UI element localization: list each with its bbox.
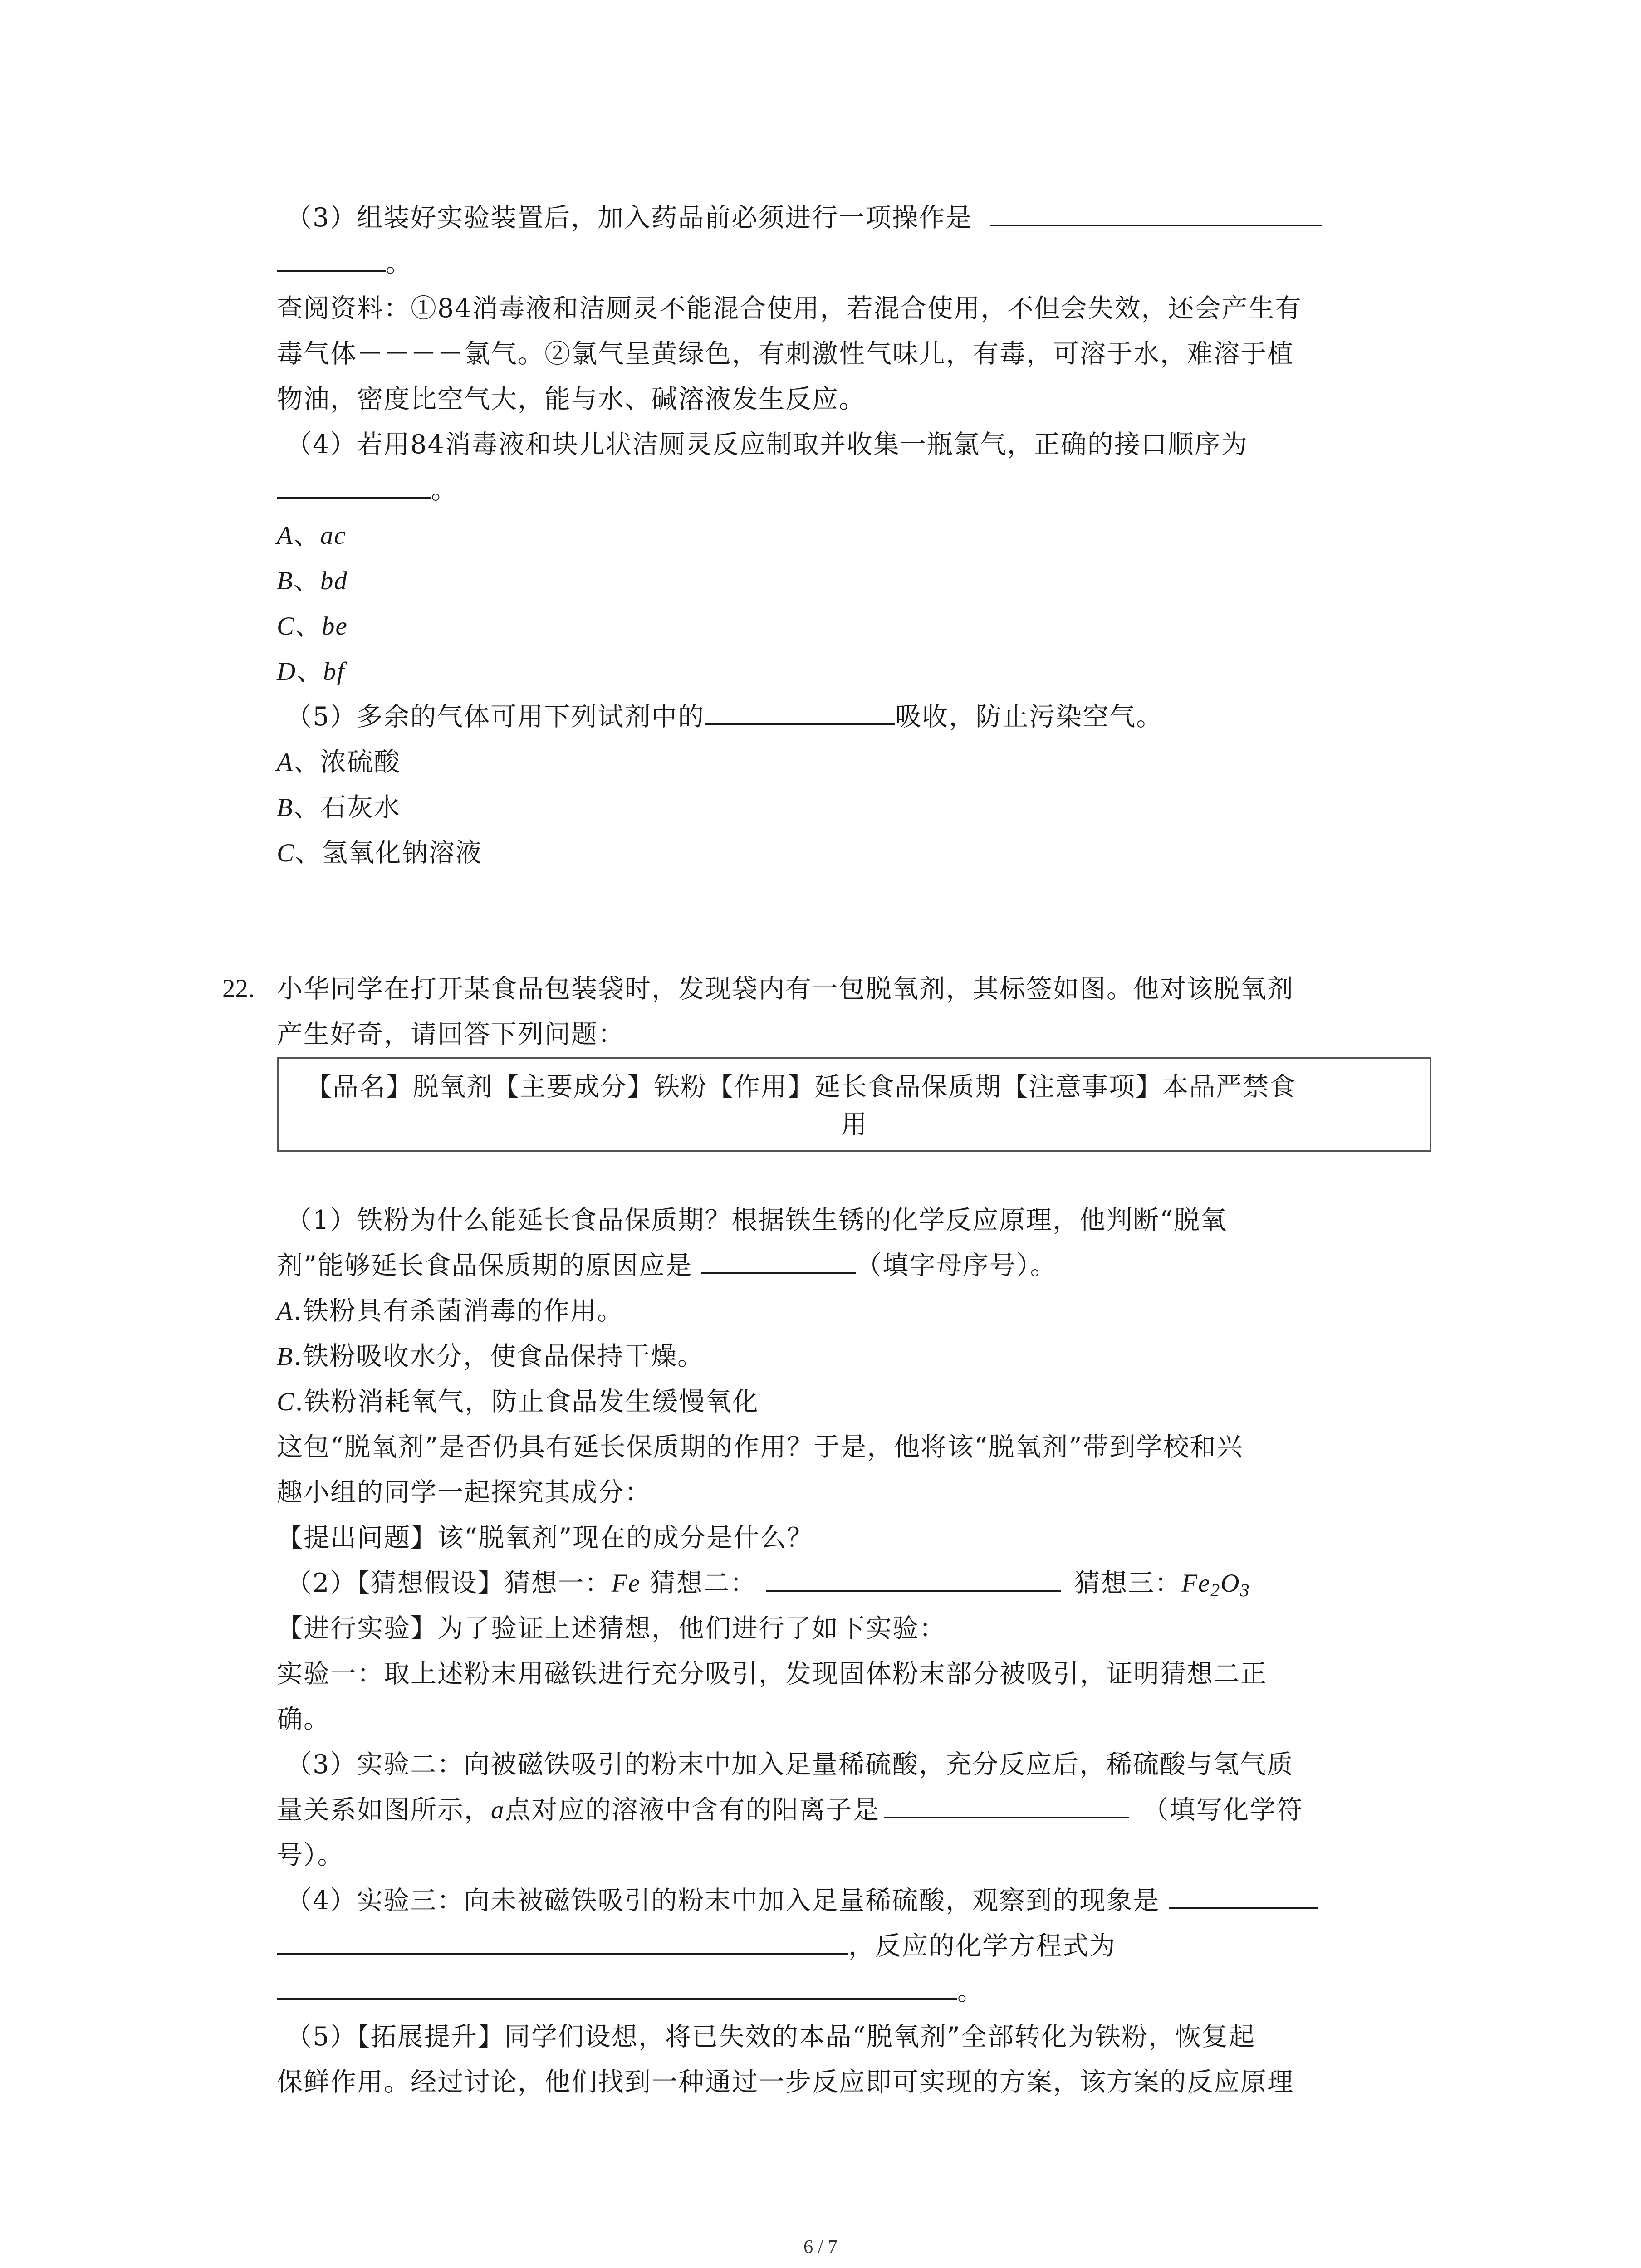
answer-blank[interactable]	[277, 1925, 848, 1955]
q21-part4: （4）若用84消毒液和块儿状洁厕灵反应制取并收集一瓶氯气，正确的接口顺序为	[286, 430, 1248, 459]
q22-exp1-line-1: 实验一：取上述粉末用磁铁进行充分吸引，发现固体粉末部分被吸引，证明猜想二正	[277, 1659, 1267, 1689]
q22-part5-line-2: 保鲜作用。经过讨论，他们找到一种通过一步反应即可实现的方案，该方案的反应原理	[277, 2067, 1294, 2097]
q21-part4-cont: 。	[277, 467, 458, 513]
q22-part3-line-1: （3）实验二：向被磁铁吸引的粉末中加入足量稀硫酸，充分反应后，稀硫酸与氢气质	[286, 1750, 1294, 1779]
answer-blank[interactable]	[766, 1562, 1061, 1592]
answer-blank[interactable]	[990, 196, 1322, 226]
q22-ask-line-1: 这包“脱氧剂”是否仍具有延长保质期的作用？于是，他将该“脱氧剂”带到学校和兴	[277, 1432, 1244, 1462]
q22-exp-intro: 【进行实验】为了验证上述猜想，他们进行了如下实验：	[277, 1613, 946, 1643]
option-d[interactable]: D、bf	[277, 656, 345, 686]
q21-part5: （5）多余的气体可用下列试剂中的 吸收，防止污染空气。	[286, 694, 1163, 739]
q22-part1-line-2: 剂”能够延长食品保质期的原因应是 （填字母序号）。	[277, 1243, 1057, 1288]
page-number: 6 / 7	[803, 2237, 838, 2258]
formula-fe2o3: $Fe_2O_3$	[1181, 1569, 1250, 1600]
option-b[interactable]: B、bd	[277, 566, 348, 596]
q22-part4-line-1: （4）实验三：向未被磁铁吸引的粉末中加入足量稀硫酸，观察到的现象是	[286, 1878, 1318, 1923]
q22-question: 【提出问题】该“脱氧剂”现在的成分是什么？	[277, 1523, 814, 1553]
answer-blank[interactable]	[884, 1789, 1129, 1818]
answer-blank[interactable]	[705, 695, 895, 725]
q22-part5-line-1: （5）【拓展提升】同学们设想，将已失效的本品“脱氧剂”全部转化为铁粉，恢复起	[286, 2022, 1256, 2052]
q22-part4-line-3: 。	[277, 1969, 984, 2014]
option-c[interactable]: C、氢氧化钠溶液	[277, 838, 483, 868]
option-c[interactable]: C.铁粉消耗氧气，防止食品发生缓慢氧化	[277, 1387, 759, 1417]
product-label-text: 【品名】脱氧剂【主要成分】铁粉【作用】延长食品保质期【注意事项】本品严禁食	[306, 1072, 1296, 1102]
answer-blank[interactable]	[277, 1970, 957, 2000]
option-c[interactable]: C、be	[277, 611, 348, 641]
answer-blank[interactable]	[1169, 1879, 1318, 1909]
option-a[interactable]: A、ac	[277, 520, 347, 550]
answer-blank[interactable]	[277, 242, 386, 272]
question-number: 22.	[222, 974, 255, 1003]
option-b[interactable]: B.铁粉吸收水分，使食品保持干燥。	[277, 1341, 704, 1371]
q22-part3-line-2: 量关系如图所示，a点对应的溶液中含有的阳离子是 （填写化学符	[277, 1787, 1303, 1833]
q21-part3: （3）组装好实验装置后，加入药品前必须进行一项操作是	[286, 195, 1322, 240]
q22-part2: （2）【猜想假设】猜想一：Fe 猜想二： 猜想三：$Fe_2O_3$	[286, 1560, 1250, 1613]
q22-part1-line-1: （1）铁粉为什么能延长食品保质期？根据铁生锈的化学反应原理，他判断“脱氧	[286, 1205, 1228, 1235]
product-label-box	[277, 1057, 1431, 1152]
q22-part3-line-3: 号）。	[277, 1840, 344, 1870]
option-a[interactable]: A.铁粉具有杀菌消毒的作用。	[277, 1296, 624, 1326]
product-label-text-cont: 用	[841, 1110, 867, 1139]
option-b[interactable]: B、石灰水	[277, 792, 401, 822]
q22-intro-line-2: 产生好奇，请回答下列问题：	[277, 1019, 625, 1049]
option-a[interactable]: A、浓硫酸	[277, 747, 401, 777]
q22-part4-line-2: ，反应的化学方程式为	[277, 1923, 1116, 1969]
q22-intro-line-1: 小华同学在打开某食品包装袋时，发现袋内有一包脱氧剂，其标签如图。他对该脱氧剂	[277, 974, 1294, 1004]
reference-line-2: 毒气体－－－－氯气。②氯气呈黄绿色，有刺激性气味儿，有毒，可溶于水，难溶于植	[277, 339, 1294, 369]
answer-blank[interactable]	[277, 469, 431, 499]
reference-line-3: 物油，密度比空气大，能与水、碱溶液发生反应。	[277, 384, 866, 414]
reference-line-1: 查阅资料：①84消毒液和洁厕灵不能混合使用，若混合使用，不但会失效，还会产生有	[277, 293, 1302, 323]
q22-ask-line-2: 趣小组的同学一起探究其成分：	[277, 1477, 652, 1507]
q21-part3-cont: 。	[277, 240, 412, 286]
answer-blank[interactable]	[701, 1244, 856, 1274]
q22-exp1-line-2: 确。	[277, 1704, 330, 1734]
